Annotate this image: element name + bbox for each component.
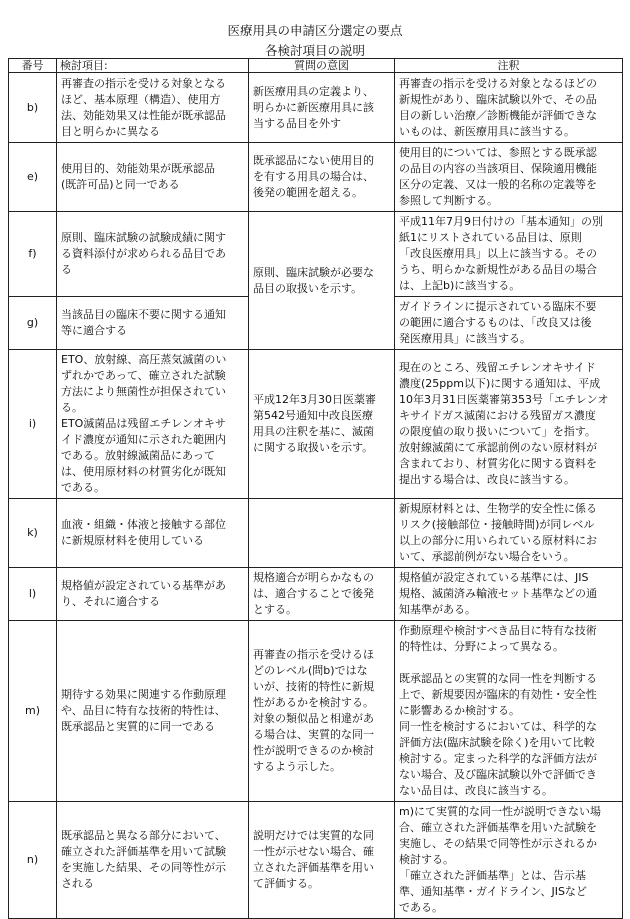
row-item: 原則、臨床試験の試験成績に関す る資料添付が求められる品目であ る	[57, 212, 249, 297]
row-intent: 平成12年3月30日医薬審 第542号通知中改良医療 用具の注釈を基に、滅菌 に関する取扱いを示す。	[249, 350, 395, 499]
row-intent: 説明だけでは実質的な同 一性が示せない場合、確 立された評価基準を用い て評価する。	[249, 802, 395, 919]
row-item: 規格値が設定されている基準があ り、それに適合する	[57, 568, 249, 621]
row-item: 既承認品と異なる部分において、 確立された評価基準を用いて試験 を実施した結果、その同等性が示 される	[57, 802, 249, 919]
table-row	[9, 143, 623, 212]
row-note: m)にて実質的な同一性が説明できない場 合、確立された評価基準を用いた試験を 実施し、その結果で同等性が示されるか 検討する。 「確立された評価基準」とは、告示基 準、通知基準・ガイドライン、JISなど である。	[395, 802, 623, 919]
row-number: e)	[9, 143, 57, 212]
row-note: 作動原理や検討すべき品目に特有な技術 的特性は、分野によって異なる。 既承認品との実質的な同一性を判断する 上で、新規要因が臨床的有効性・安全性 に影響あるか検討する。 同一性を検討するにおいては、科学的な 評価方法(臨床試験を除く)を用いて比較 検討する。定まった科学的な評価方法が ない場合、及び臨床試験以外で評価でき ない品目は、改良に該当する。	[395, 621, 623, 802]
row-item: 当該品目の臨床不要に関する通知 等に適合する	[57, 297, 249, 350]
row-note: ガイドラインに提示されている臨床不要 の範囲に適合するものは、「改良又は後 発医療用具」に該当する。	[395, 297, 623, 350]
table-row	[9, 499, 623, 568]
header-intent: 質問の意図	[249, 59, 395, 73]
row-note: 現在のところ、残留エチレンオキサイド 濃度(25ppm以下)に関する通知は、平成 10年3月31日医薬審第353号「エチレンオ キサイドガス滅菌における残留ガス濃度 の限度値の取り扱いについて」を指す。 放射線滅菌にて承認前例のない原材料が 含まれており、材質劣化に関する資料を 提出する場合は、改良に該当する。	[395, 350, 623, 499]
row-intent: 再審査の指示を受けるほ どのレベル(問b)ではな いが、技術的特性に新規 性があるかを検討する。 対象の類似品と相違があ る場合は、実質的な同一 性が説明できるのか検討 するよう示した。	[249, 621, 395, 802]
row-item: 期待する効果に関連する作動原理 や、品目に特有な技術的特性は、 既承認品と実質的に同一である	[57, 621, 249, 802]
row-intent	[249, 499, 395, 568]
header-row	[9, 59, 623, 73]
row-note: 再審査の指示を受ける対象となるほどの 新規性があり、臨床試験以外で、その品 目の新しい治療／診断機能が評価できな いものは、新医療用具に該当する。	[395, 73, 623, 143]
row-intent: 新医療用具の定義より、 明らかに新医療用具に該 当する品目を外す	[249, 73, 395, 143]
row-note: 規格値が設定されている基準には、JIS 規格、滅菌済み輸液セット基準などの通 知基準がある。	[395, 568, 623, 621]
row-number: l)	[9, 568, 57, 621]
row-number: b)	[9, 73, 57, 143]
row-intent: 既承認品にない使用目的 を有する用具の場合は、 後発の範囲を超える。	[249, 143, 395, 212]
header-item: 検討項目:	[57, 59, 249, 73]
table-row	[9, 802, 623, 919]
row-note: 使用目的については、参照とする既承認 の品目の内容の当該項目、保険適用機能 区分の定義、又は一般的名称の定義等を 参照して判断する。	[395, 143, 623, 212]
row-intent-shared: 原則、臨床試験が必要な 品目の取扱いを示す。	[249, 212, 395, 350]
criteria-table	[8, 58, 623, 919]
header-num: 番号	[9, 59, 57, 73]
row-number: i)	[9, 350, 57, 499]
row-item: 血液・組織・体液と接触する部位 に新規原材料を使用している	[57, 499, 249, 568]
row-number: n)	[9, 802, 57, 919]
table-row	[9, 568, 623, 621]
row-item: 使用目的、効能効果が既承認品 (既許可品)と同一である	[57, 143, 249, 212]
document-subtitle: 各検討項目の説明	[264, 43, 365, 58]
row-intent: 規格適合が明らかなもの は、適合することで後発 とする。	[249, 568, 395, 621]
row-number: f)	[9, 212, 57, 297]
header-note: 注釈	[395, 59, 623, 73]
row-number: g)	[9, 297, 57, 350]
row-number: m)	[9, 621, 57, 802]
row-note: 新規原材料とは、生物学的安全性に係る リスク(接触部位・接触時間)が同レベル 以上の部分に用いられている原材料にお いて、承認前例がない場合をいう。	[395, 499, 623, 568]
row-item: 再審査の指示を受ける対象となる ほど、基本原理（構造）、使用方 法、効能効果又は性能が既承認品 目と明らかに異なる	[57, 73, 249, 143]
document-title: 医療用具の申請区分選定の要点	[227, 23, 403, 38]
table-row	[9, 212, 623, 297]
table-row	[9, 350, 623, 499]
row-number: k)	[9, 499, 57, 568]
row-item: ETO、放射線、高圧蒸気滅菌のい ずれかであって、確立された試験 方法により無菌性が担保されてい る。 ETO滅菌品は残留エチレンオキサ イド濃度が通知に示された範囲内 である。放射線滅菌品にあって は、使用原材料の材質劣化が既知 である。	[57, 350, 249, 499]
row-note: 平成11年7月9日付けの「基本通知」の別 紙1にリストされている品目は、原則 「改良医療用具」以上に該当する。その うち、明らかな新規性がある品目の場合 は、上記b)に該当する。	[395, 212, 623, 297]
table-row	[9, 621, 623, 802]
table-row	[9, 73, 623, 143]
